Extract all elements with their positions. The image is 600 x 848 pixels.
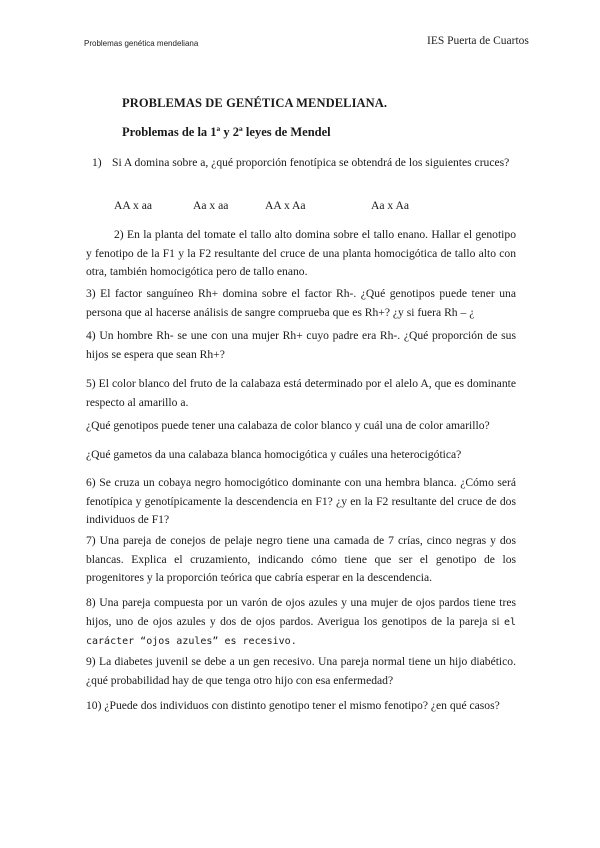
question-5-part-b [86, 417, 516, 436]
question-5 [86, 375, 516, 412]
question-8-text: 8) Una pareja compuesta por un varón de ojos azules y una mujer de ojos pardos tiene tres hijos, uno de ojos azules y dos de ojos pardos. Averigua los genotipos de la pareja si [86, 596, 516, 628]
question-2-text: 2) En la planta del tomate el tallo alto domina sobre el tallo enano. Hallar el genotipo y fenotipo de la F1 y la F2 resultante del cruce de una planta homocigótica de tallo alto con otra, también homocigótica pero de tallo enano. [86, 228, 516, 278]
question-10 [86, 697, 516, 716]
page-title: PROBLEMAS DE GENÉTICA MENDELIANA. [122, 96, 388, 110]
question-8 [86, 594, 516, 652]
question-6-text: 6) Se cruza un cobaya negro homocigótico dominante con una hembra blanca. ¿Cómo será fenotípica y genotípicamente la descendencia en F1? ¿y en la F2 resultante del cruce de dos individuos de F1? [86, 476, 516, 526]
question-7-text: 7) Una pareja de conejos de pelaje negro tiene una camada de 7 crías, cinco negras y dos blancas. Explica el cruzamiento, indicando cómo tiene que ser el genotipo de los progenitores y la proporción teórica que cabría esperar en la descendencia. [86, 534, 516, 584]
question-3 [86, 285, 516, 322]
question-4 [86, 327, 516, 364]
question-10-text: 10) ¿Puede dos individuos con distinto genotipo tener el mismo fenotipo? ¿en qué casos? [86, 699, 500, 712]
cross-item: Aa x Aa [371, 199, 409, 212]
section-subtitle: Problemas de la 1ª y 2ª leyes de Mendel [122, 125, 331, 139]
header-left: Problemas genética mendeliana [84, 39, 199, 48]
cross-item: Aa x aa [193, 199, 229, 212]
question-5-text: 5) El color blanco del fruto de la calabaza está determinado por el alelo A, que es dominante respecto al amarillo a. [86, 377, 516, 409]
question-1-number: 1) [92, 156, 102, 169]
question-4-text: 4) Un hombre Rh- se une con una mujer Rh+ cuyo padre era Rh-. ¿Qué proporción de sus hijos se espera que sean Rh+? [86, 329, 516, 361]
cross-item: AA x aa [114, 199, 152, 212]
question-2 [86, 226, 516, 282]
question-6 [86, 474, 516, 530]
question-8-tail: el carácter “ojos azules” es recesivo. [86, 616, 516, 647]
question-1 [92, 154, 516, 173]
question-5b-text: ¿Qué genotipos puede tener una calabaza de color blanco y cuál una de color amarillo? [86, 419, 490, 432]
question-9 [86, 653, 516, 690]
question-5c-text: ¿Qué gametos da una calabaza blanca homocigótica y cuáles una heterocigótica? [86, 448, 462, 461]
question-9-text: 9) La diabetes juvenil se debe a un gen recesivo. Una pareja normal tiene un hijo diabético. ¿qué probabilidad hay de que tenga otro hijo con esa enfermedad? [86, 655, 516, 687]
cross-item: AA x Aa [265, 199, 306, 212]
question-5-part-c [86, 446, 516, 465]
question-1-text: Si A domina sobre a, ¿qué proporción fenotípica se obtendrá de los siguientes cruces? [112, 156, 510, 169]
question-3-text: 3) El factor sanguíneo Rh+ domina sobre el factor Rh-. ¿Qué genotipos puede tener una persona que al hacerse análisis de sangre comprueba que es Rh+? ¿y si fuera Rh – ¿ [86, 287, 516, 319]
question-7 [86, 532, 516, 588]
header-right: IES Puerta de Cuartos [427, 35, 529, 47]
